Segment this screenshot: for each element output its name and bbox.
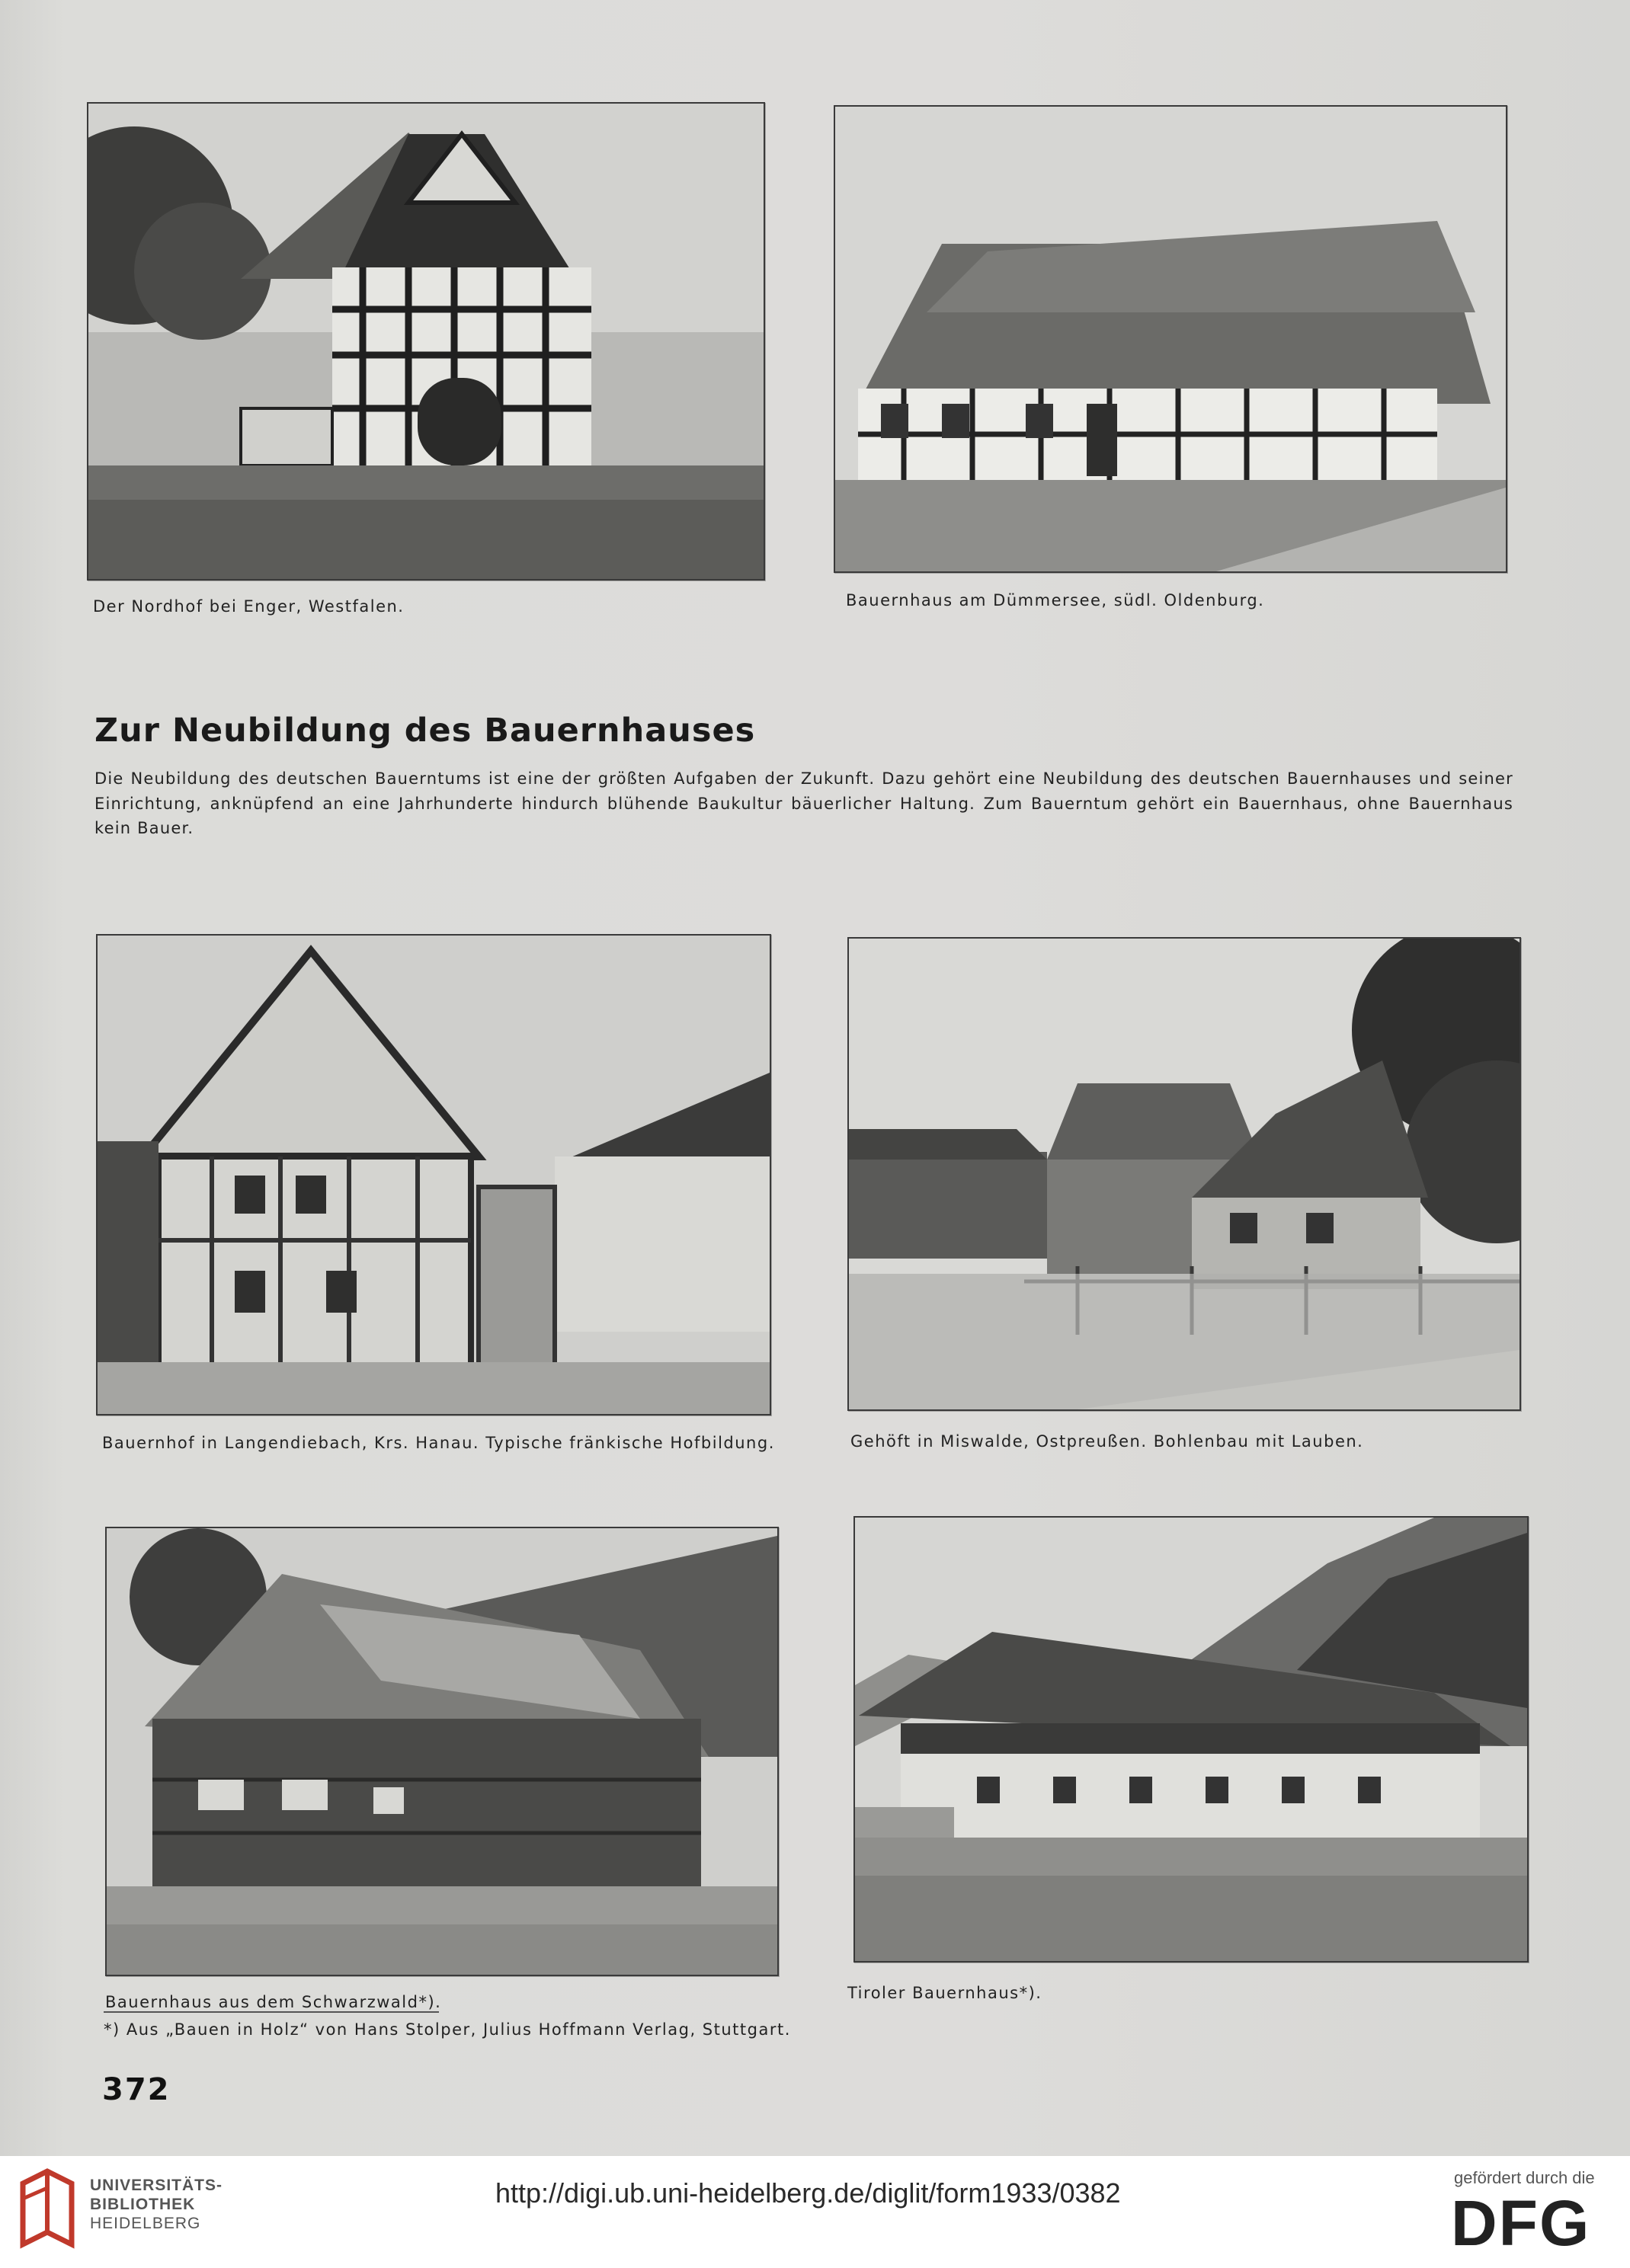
- caption-miswalde: Gehöft in Miswalde, Ostpreußen. Bohlenbau mit Lauben.: [850, 1432, 1364, 1451]
- caption-duemmersee: Bauernhaus am Dümmersee, südl. Oldenburg.: [846, 591, 1265, 609]
- article-headline: Zur Neubildung des Bauernhauses: [94, 712, 756, 750]
- footnote-rule: [104, 2011, 439, 2013]
- library-logo-icon: [17, 2168, 78, 2252]
- photo-schwarzwald: [105, 1527, 779, 1976]
- footnote: *) Aus „Bauen in Holz“ von Hans Stolper, Julius Hoffmann Verlag, Stuttgart.: [104, 2020, 791, 2039]
- source-url-link[interactable]: http://digi.ub.uni-heidelberg.de/diglit/form1933/0382: [495, 2177, 1121, 2209]
- library-line-2: BIBLIOTHEK: [90, 2196, 196, 2214]
- library-line-1: UNIVERSITÄTS-: [90, 2177, 223, 2194]
- funded-by-label: gefördert durch die: [1454, 2168, 1595, 2187]
- page-number: 372: [102, 2072, 171, 2107]
- library-name: [90, 2176, 223, 2234]
- caption-tirol: Tiroler Bauernhaus*).: [847, 1984, 1042, 2002]
- photo-duemmersee: [834, 105, 1507, 573]
- photo-nordhof-enger: [87, 102, 765, 581]
- library-line-3: HEIDELBERG: [90, 2215, 201, 2233]
- caption-nordhof: Der Nordhof bei Enger, Westfalen.: [93, 597, 405, 616]
- photo-tirol: [853, 1516, 1529, 1963]
- caption-schwarzwald: Bauernhaus aus dem Schwarzwald*).: [105, 1993, 442, 2011]
- footer-bar: [0, 2156, 1630, 2268]
- article-intro: Die Neubildung des deutschen Bauerntums ist eine der größten Aufgaben der Zukunft. Dazu gehört eine Neubildung des deutschen Bauernhauses und seiner Einrichtung, anknüpfend an eine Jahrhunderte hindurch blühende Baukultur bäuerlicher Haltung. Zum Bauerntum gehört ein Bauernhaus, ohne Bauernhaus kein Bauer.: [94, 769, 1513, 838]
- photo-miswalde: [847, 937, 1521, 1411]
- photo-langendiebach: [96, 934, 771, 1416]
- dfg-logo: DFG: [1451, 2187, 1591, 2259]
- caption-langendiebach: Bauernhof in Langendiebach, Krs. Hanau. Typische fränkische Hofbildung.: [102, 1434, 775, 1452]
